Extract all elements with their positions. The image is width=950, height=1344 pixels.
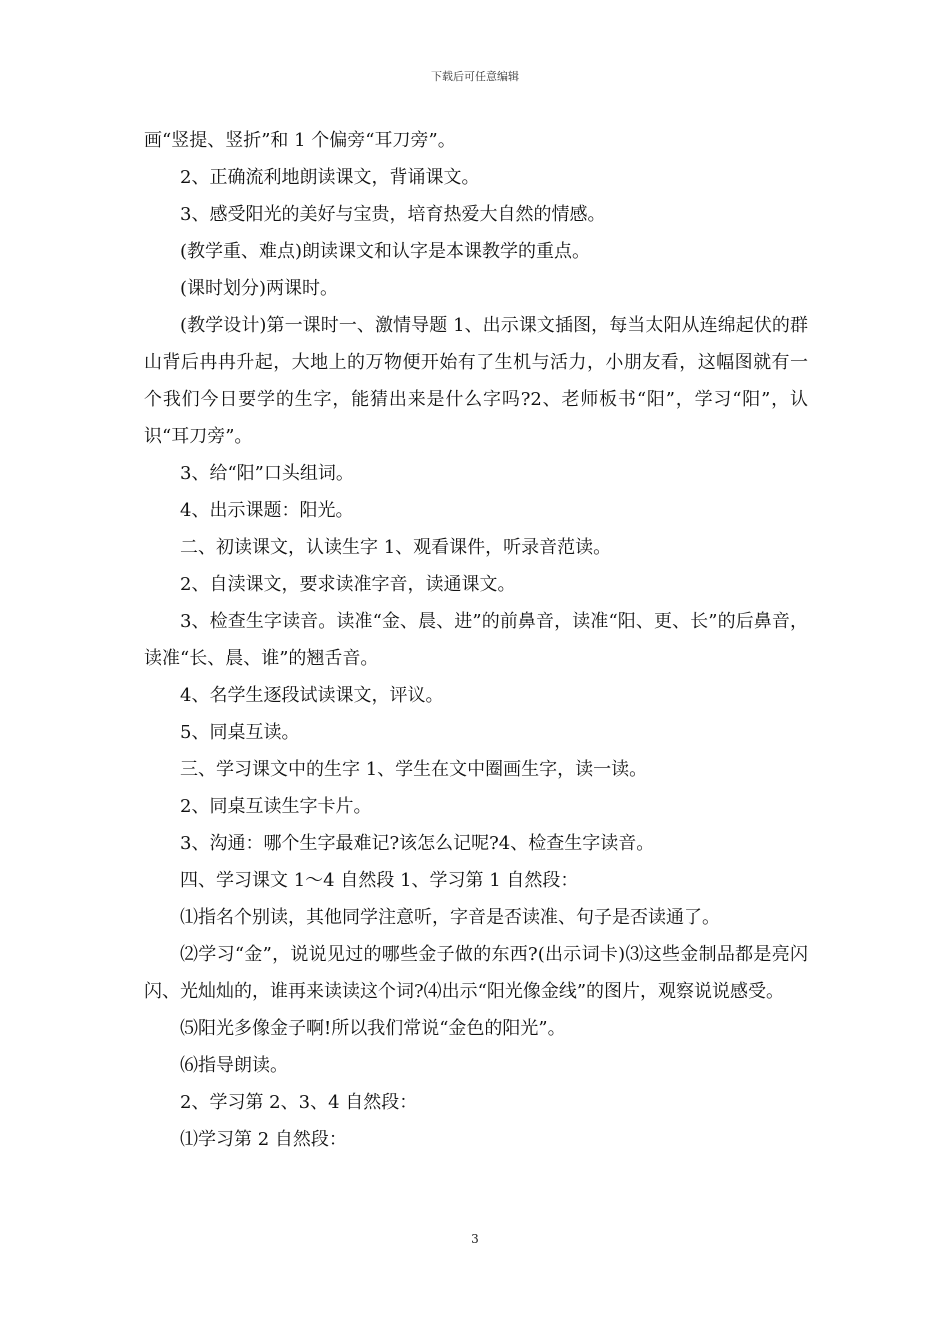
page-header: 下载后可任意编辑: [431, 70, 519, 83]
paragraph: 5、同桌互读。: [180, 722, 300, 743]
paragraph: ⑴指名个别读，其他同学注意听，字音是否读准、句子是否读通了。: [180, 907, 720, 928]
paragraph: 2、同桌互读生字卡片。: [180, 796, 372, 817]
paragraph: 4、名学生逐段试读课文，评议。: [180, 685, 444, 706]
paragraph: ⑵学习“金”，说说见过的哪些金子做的东西?(出示词卡)⑶这些金制品都是亮闪闪、光灿灿的，谁再来读读这个词?⑷出示“阳光像金线”的图片，观察说说感受。: [144, 944, 808, 1002]
paragraph: (教学重、难点)朗读课文和认字是本课教学的重点。: [180, 241, 591, 262]
paragraph: 画“竖提、竖折”和 1 个偏旁“耳刀旁”。: [144, 130, 456, 151]
paragraph: 3、检查生字读音。读准“金、晨、进”的前鼻音，读准“阳、更、长”的后鼻音，读准“长、晨、谁”的翘舌音。: [144, 611, 808, 669]
paragraph: 3、给“阳”口头组词。: [180, 463, 354, 484]
paragraph: 二、初读课文，认读生字 1、观看课件，听录音范读。: [180, 537, 612, 558]
paragraph: 3、沟通：哪个生字最难记?该怎么记呢?4、检查生字读音。: [180, 833, 655, 854]
paragraph: ⑹指导朗读。: [180, 1055, 288, 1076]
paragraph: 三、学习课文中的生字 1、学生在文中圈画生字，读一读。: [180, 759, 648, 780]
paragraph: (课时划分)两课时。: [180, 278, 339, 299]
paragraph: ⑴学习第 2 自然段：: [180, 1129, 347, 1150]
paragraph: 2、自渎课文，要求读准字音，读通课文。: [180, 574, 516, 595]
paragraph: 4、出示课题：阳光。: [180, 500, 354, 521]
document-body: [144, 122, 808, 1158]
paragraph: (教学设计)第一课时一、激情导题 1、出示课文插图，每当太阳从连绵起伏的群山背后冉冉升起，大地上的万物便开始有了生机与活力，小朋友看，这幅图就有一个我们今日要学的生字，能猜出来是什么字吗?2、老师板书“阳”，学习“阳”，认识“耳刀旁”。: [144, 315, 808, 447]
page-number: 3: [471, 1232, 479, 1246]
paragraph: 3、感受阳光的美好与宝贵，培育热爱大自然的情感。: [180, 204, 606, 225]
paragraph: 2、学习第 2、3、4 自然段：: [180, 1092, 418, 1113]
paragraph: 四、学习课文 1～4 自然段 1、学习第 1 自然段：: [180, 870, 579, 891]
paragraph: 2、正确流利地朗读课文，背诵课文。: [180, 167, 480, 188]
paragraph: ⑸阳光多像金子啊!所以我们常说“金色的阳光”。: [180, 1018, 566, 1039]
